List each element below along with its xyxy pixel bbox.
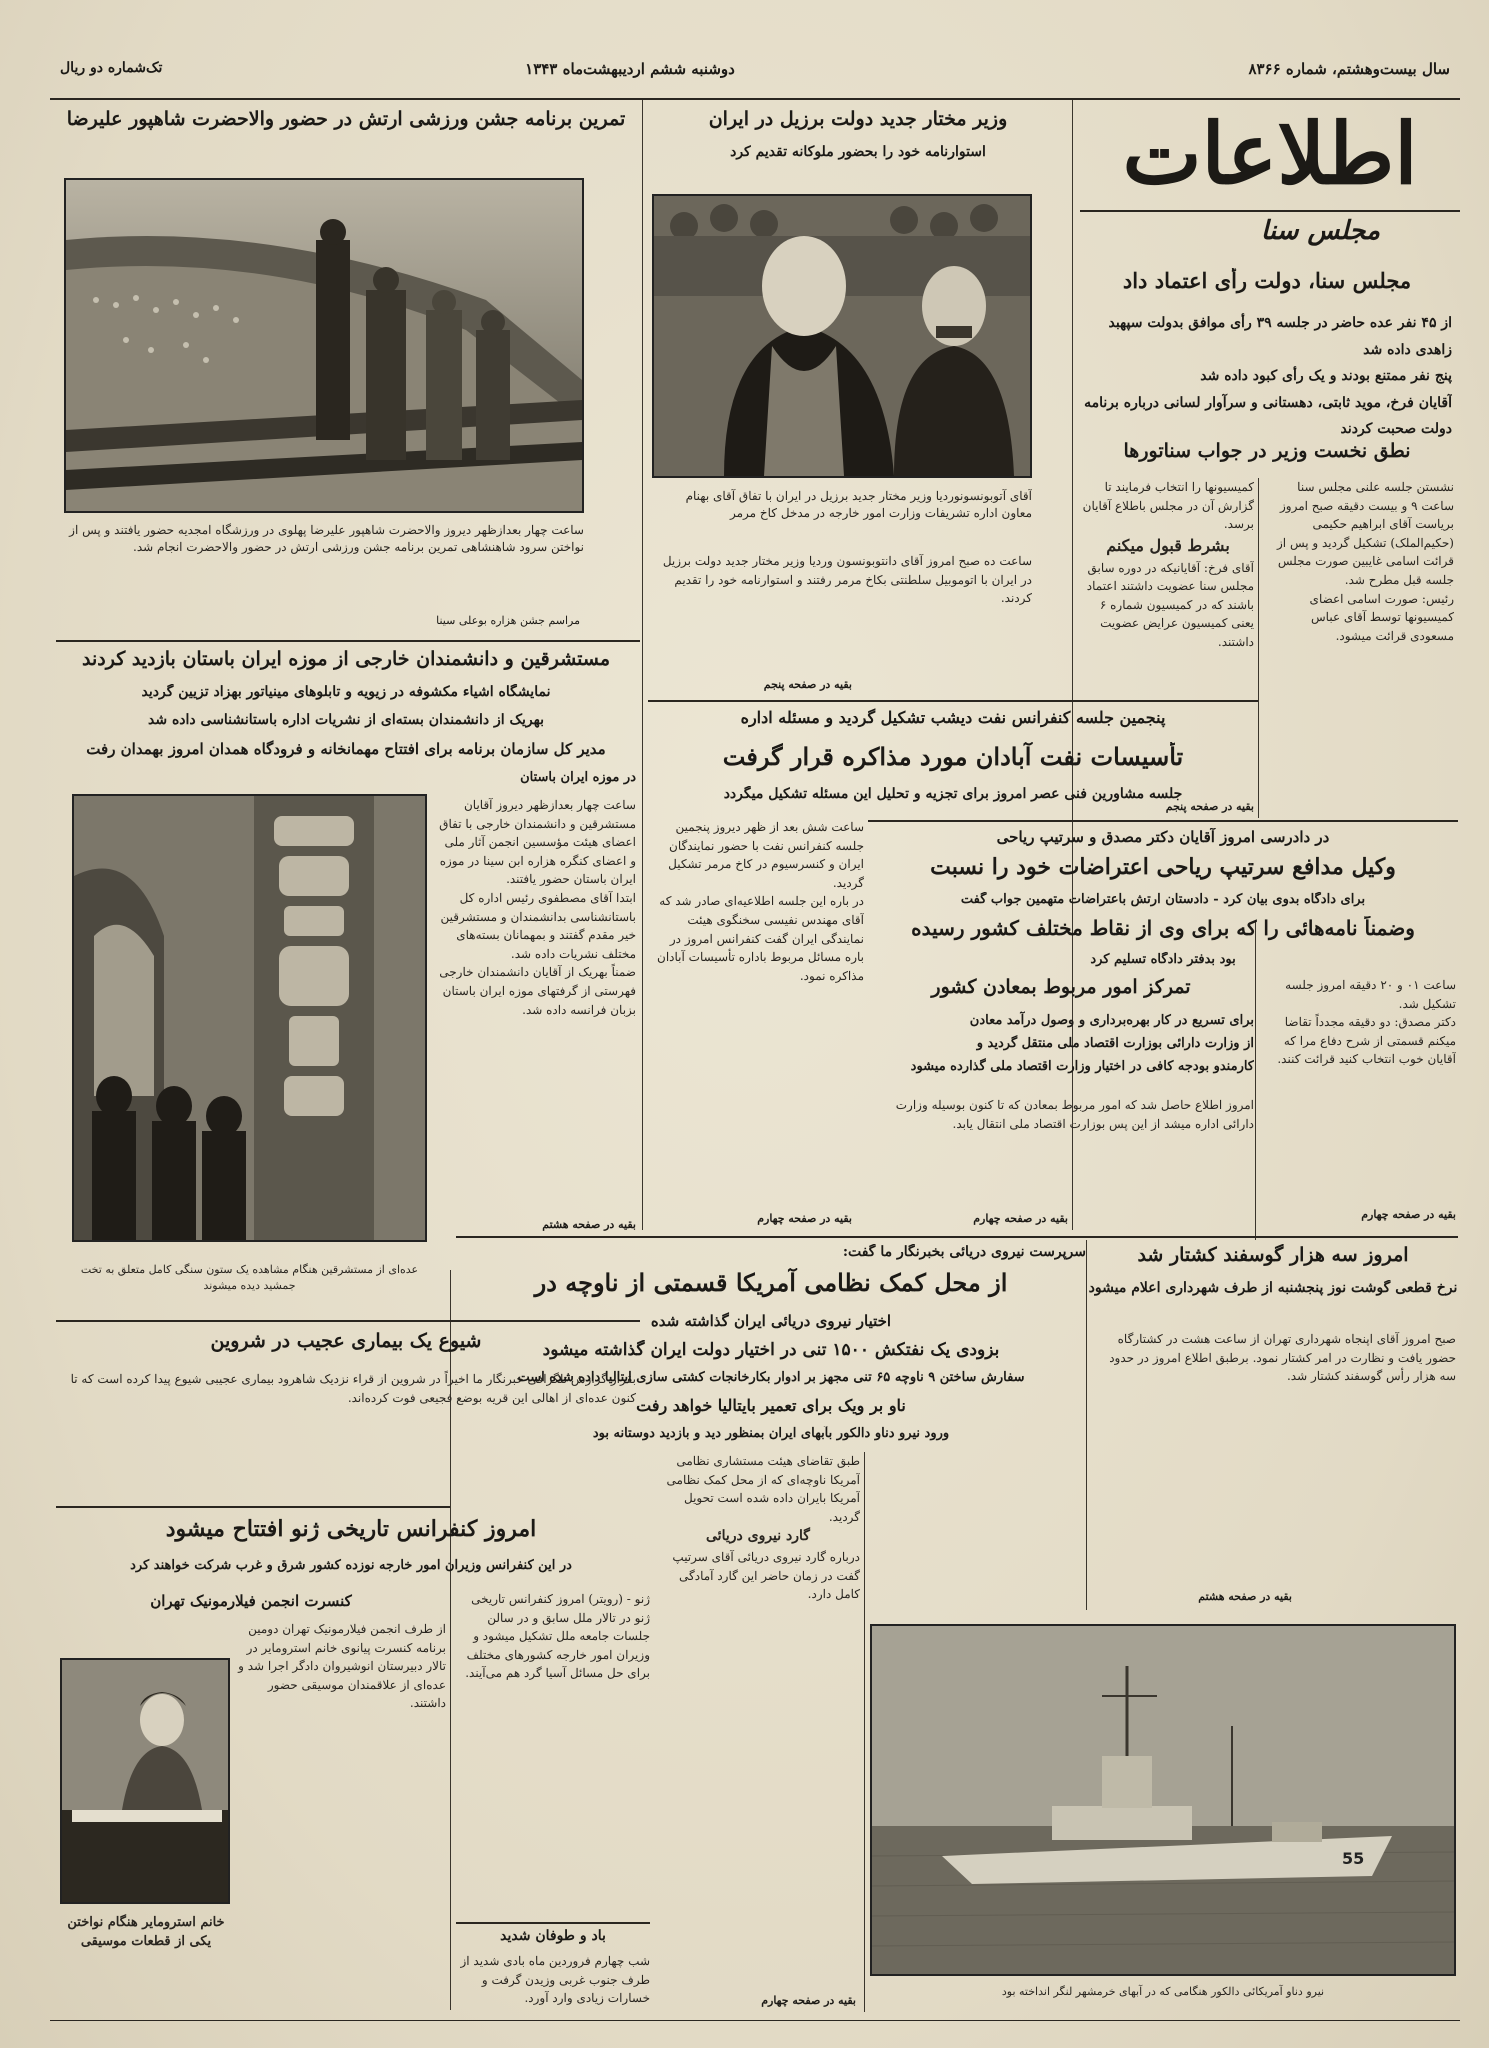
senate-paragraph: رئیس: صورت اسامی اعضای کمیسیونها توسط آقای عباس مسعودی قرائت میشود. [1309,591,1454,643]
brazil-headline: وزیر مختار جدید دولت برزیل در ایران [708,108,1008,130]
navy-paragraph: درباره گارد نیروی دریائی آقای سرتیپ گفت در زمان حاضر این گارد آمادگی کامل دارد. [672,1550,860,1602]
senate-kicker: مجلس سنا [1260,216,1380,246]
senate-sub-line: آقایان فرخ، موید ثابتی، دهستانی و سرآوار لسانی درباره برنامه دولت صحبت کردند [1084,394,1452,438]
geneva-headline: امروز کنفرانس تاریخی ژنو افتتاح میشود [165,1516,537,1542]
envoy-photo-image [654,196,1030,476]
concert-headline: کنسرت انجمن فیلارمونیک تهران [150,1592,352,1610]
pianist-photo [60,1658,230,1904]
trial-body [1262,976,1456,1216]
trial-continued: بقیه در صفحه چهارم [1361,1208,1456,1221]
bottom-rule [50,2020,1460,2021]
brazil-continued: بقیه در صفحه پنجم [763,678,852,691]
navy-sub5: ورود نیرو دناو دالکور بآبهای ایران بمنظور دید و بازدید دوستانه بود [592,1426,950,1441]
mines-sub-line: برای تسریع در کار بهره‌برداری و وصول درآمد معادن [969,1013,1254,1028]
mines-sub-line: کارمندو بودجه کافی در اختیار وزارت اقتصاد ملی گذارده میشود [910,1058,1254,1074]
oil-kicker: پنجمین جلسه کنفرانس نفت دیشب تشکیل گردید و مسئله اداره [740,708,1166,727]
sheep-continued: بقیه در صفحه هشتم [1198,1590,1292,1603]
museum-sub3: مدیر کل سازمان برنامه برای افتتاح مهمانخانه و فرودگاه همدان امروز بهمدان رفت [86,740,606,758]
navy-body-col1 [656,1452,860,2012]
museum-paragraph: ضمناً بهریک از آقایان دانشمندان خارجی فهرستی از گرفتهای موزه ایران باستان بزبان فرانسه داده شد. [439,965,636,1017]
section-rule [868,820,1458,822]
section-rule [456,1922,650,1924]
pianist-photo-caption: خانم استرومایر هنگام نواختن یکی از قطعات موسیقی [67,1915,225,1949]
navy-sub3: سفارش ساختن ۹ ناوچه ۶۵ تنی مجهز بر ادوار بکارخانجات کشتی سازی ایتالیا داده شده است [517,1370,1025,1385]
brazil-subheadline: استوارنامه خود را بحضور ملوکانه تقدیم کرد [730,144,986,160]
masthead-rule [1080,210,1460,212]
sheep-headline: امروز سه هزار گوسفند کشتار شد [1137,1244,1409,1266]
gymnastics-headline: تمرین برنامه جشن ورزشی ارتش در حضور والاحضرت شاهپور علیرضا [66,108,626,130]
museum-sub2: بهریک از دانشمندان بسته‌ای از نشریات اداره باستانشناسی داده شد [148,712,544,728]
envoy-photo [652,194,1032,478]
museum-headline: مستشرقین و دانشمندان خارجی از موزه ایران باستان بازدید کردند [81,648,611,670]
column-divider [1258,478,1259,818]
mines-body: امروز اطلاع حاصل شد که امور مربوط بمعادن که تا کنون بوسیله وزارت دارائی اداره میشد از این پس بوزارت اقتصاد ملی انتقال یابد. [895,1098,1254,1131]
museum-paragraph: ساعت چهار بعدازظهر دیروز آقایان مستشرقین و دانشمندان خارجی با تفاق اعضای هیئت مؤسسین انجمن آثار ملی و اعضای کنگره هزاره ابن سینا در موزه ایران باستان حضور یافتند. [439,798,636,887]
trial-subheadline: برای دادگاه بدوی بیان کرد - دادستان ارتش باعتراضات متهمین جواب گفت [960,892,1366,907]
ship-photo-caption: نیرو دناو آمریکائی دالکور هنگامی که در آبهای خرمشهر لنگر انداخته بود [1001,1985,1325,1998]
top-rule [50,98,1460,100]
senate-subheads [1082,310,1452,440]
column-divider [642,100,643,1230]
museum-body [436,796,636,1236]
concert-body: از طرف انجمن فیلارمونیک تهران دومین برنامه کنسرت پیانوی خانم استرومایر در تالار دبیرستان انوشیروان دادگر اجرا شد و عده‌ای از علاقمندان موسیقی حضور داشتند. [238,1622,446,1711]
oil-body [652,818,864,1228]
ship-photo-image [872,1626,1454,1974]
trial-kicker: در دادرسی امروز آقایان دکتر مصدق و سرتیپ ریاحی [996,828,1330,846]
column-divider [864,1452,865,2012]
senate-continued: بقیه در صفحه پنجم [1165,800,1254,813]
stadium-photo-image [66,180,582,511]
oil-headline: تأسیسات نفت آبادان مورد مذاکره قرار گرفت [722,742,1184,771]
trial-paragraph: دکتر مصدق: دو دقیقه مجدداً تقاضا میکنم قسمتی از شرح دفاع مرا که آقایان خوب انتخاب کنید قرائت کنند. [1277,1015,1456,1067]
senate-body-right [1264,478,1454,818]
navy-sub4: ناو بر ویک برای تعمیر بایتالیا خواهد رفت [636,1396,906,1415]
newspaper-title: اطلاعات [1122,104,1418,203]
section-rule [56,1506,450,1508]
column-divider [1086,1240,1087,1610]
senate-sub-line: از ۴۵ نفر عده حاضر در جلسه ۳۹ رأی موافق بدولت سپهبد زاهدی داده شد [1108,315,1452,358]
sheep-body: صبح امروز آقای اپنجاه شهرداری تهران از ساعت هشت در کشتارگاه حضور یافت و نظارت در امر کشتار نمود. برطبق اطلاع امروز در حدود سه هزار رأس گوسفند کشتار شد. [1109,1332,1456,1384]
issue-number: سال بیست‌وهشتم، شماره ۸۳۶۶ [1248,60,1450,78]
storm-body: شب چهارم فروردین ماه بادی شدید از طرف جنوب غربی وزیدن گرفت و خسارات زیادی وارد آورد. [460,1954,650,2006]
column-photo-image [74,796,425,1240]
trial-subheadline-2: بود بدفتر دادگاه تسلیم کرد [1090,952,1236,967]
column-photo [72,794,427,1242]
senate-headline: مجلس سنا، دولت رأی اعتماد داد [1122,268,1412,293]
section-rule [56,640,640,642]
trial-headline-2: وضمناً نامه‌هائی را که برای وی از نقاط مختلف کشور رسیده [911,916,1415,940]
senate-sub-line: پنج نفر ممتنع بودند و یک رأی کبود داده شد [1200,368,1452,385]
trial-headline: وکیل مدافع سرتیپ ریاحی اعتراضات خود را نسبت [930,854,1396,880]
section-rule [648,700,1258,702]
museum-section: در موزه ایران باستان [520,770,636,785]
oil-continued: بقیه در صفحه چهارم [757,1212,852,1225]
senate-paragraph: آقای فرخ: آقایانیکه در دوره سابق مجلس سنا عضویت داشتند اعتماد باشند که در کمیسیون شماره ۶ یعنی کمیسیون عرایض عضویت داشتند. [1086,560,1254,649]
museum-continued: بقیه در صفحه هشتم [542,1218,636,1231]
trial-paragraph: ساعت ۰۱ و ۲۰ دقیقه امروز جلسه تشکیل شد. [1285,978,1456,1011]
mines-subheads [868,1010,1254,1090]
column-photo-caption: عده‌ای از مستشرقین هنگام مشاهده یک ستون سنگی کامل متعلق به تخت جمشید دیده میشوند [80,1263,419,1292]
mines-continued: بقیه در صفحه چهارم [973,1212,1068,1225]
issue-date: دوشنبه ششم اردیبهشت‌ماه ۱۳۴۳ [525,60,735,78]
envoy-caption: آقای آتوبونسونوردیا وزیر مختار جدید برزیل در ایران با تفاق آقای بهنام معاون اداره تشریفات وزارت امور خارجه در مدخل کاخ مرمر [685,489,1032,521]
senate-paragraph: کمیسیونها را انتخاب فرمایند تا گزارش آن در مجلس باطلاع آقایان برسد. [1082,480,1254,532]
disease-headline: شیوع یک بیماری عجیب در شروین [210,1330,482,1352]
ship-photo [870,1624,1456,1976]
navy-sub2: بزودی یک نفتکش ۱۵۰۰ تنی در اختیار دولت ایران گذاشته میشود [542,1340,1000,1360]
sheep-subheadline: نرخ قطعی گوشت نوز پنجشنبه از طرف شهرداری اعلام میشود [1088,1280,1458,1296]
storm-headline: باد و طوفان شدید [500,1928,606,1944]
stadium-photo [64,178,584,513]
museum-paragraph: ابتدا آقای مصطفوی رئیس اداره کل باستانشناسی بدانشمندان و مستشرقین خیر مقدم گفتند و بمهمانان بسته‌های مختلف نشریات داده شد. [440,890,636,961]
gymnastics-photo-caption: مراسم جشن هزاره بوعلی سینا [436,614,580,627]
senate-inline-head: بشرط قبول میکنم [1106,535,1230,555]
mines-sub-line: از وزارت دارائی بوزارت اقتصاد ملی منتقل گردید و [976,1035,1254,1051]
ship-hull-number: 55 [1342,1849,1365,1868]
oil-subheadline: جلسه مشاورین فنی عصر امروز برای تجزیه و تحلیل این مسئله تشکیل میگردد [723,786,1183,802]
navy-paragraph: طبق تقاضای هیئت مستشاری نظامی آمریکا ناوچه‌ای که از محل کمک نظامی آمریکا بایران داده شده است تحویل گردید. [666,1454,860,1524]
geneva-body: ژنو - (رویتر) امروز کنفرانس تاریخی ژنو در تالار ملل سابق و در سالن جلسات جامعه ملل تشکیل میشود و وزیران امور خارجه کشورهای مختلف برای حل مسائل آسیا گرد هم می‌آیند. [465,1592,650,1681]
oil-paragraph: در باره این جلسه اطلاعیه‌ای صادر شد که آقای مهندس نفیسی سخنگوی هیئت نمایندگی ایران گفت کنفرانس امروز در باره مسائل مربوط باداره تأسیسات آبادان مذاکره نمود. [657,894,864,983]
oil-paragraph: ساعت شش بعد از ظهر دیروز پنجمین جلسه کنفرانس نفت با حضور نمایندگان ایران و کنسرسیوم در کاخ مرمر تشکیل گردید. [668,820,864,890]
senate-speech-headline: نطق نخست وزیر در جواب سناتورها [1123,440,1411,462]
disease-body: بقرار گزارش تلگرافی خبرنگار ما اخیراً در شروین از قراء نزدیک شاهرود بیماری عجیبی شیوع پیدا کرده است که تا کنون عده‌ای از اهالی این قریه بوضع فجیعی فوت کرده‌اند. [70,1372,636,1405]
brazil-body: ساعت ده صبح امروز آقای دانتوبونسون وردیا وزیر مختار جدید دولت برزیل در ایران با اتوموبیل سلطنتی بکاخ مرمر رفتند و استوارنامه خود را تقدیم کردند. [662,554,1032,606]
navy-inline-head: گارد نیروی دریائی [706,1528,810,1545]
navy-continued: بقیه در صفحه چهارم [761,1994,856,2007]
issue-price: تک‌شماره دو ریال [60,60,163,76]
pianist-photo-image [62,1660,228,1902]
mines-headline: تمرکز امور مربوط بمعادن کشور [931,976,1191,998]
geneva-subheadline: در این کنفرانس وزیران امور خارجه نوزده کشور شرق و غرب شرکت خواهند کرد [130,1558,572,1573]
gymnastics-caption: ساعت چهار بعدازظهر دیروز والاحضرت شاهپور علیرضا پهلوی در ورزشگاه امجدیه حضور یافتند و پس از نواختن سرود شاهنشاهی تمرین برنامه جشن ورزشی ارتش در حضور والاحضرت انجام شد. [69,523,584,555]
senate-paragraph: نشستن جلسه علنی مجلس سنا ساعت ۹ و بیست دقیقه صبح امروز بریاست آقای ابراهیم حکیمی (حکیم‌الملک) تشکیل گردید و پس از قرائت اسامی غایبین صورت مجلس جلسه قبل مطرح شد. [1277,480,1454,587]
museum-sub1: نمایشگاه اشیاء مکشوفه در زیویه و تابلوهای مینیاتور بهزاد تزیین گردید [141,684,551,700]
section-rule [456,1236,1458,1238]
navy-sub1: اختیار نیروی دریائی ایران گذاشته شده [650,1312,892,1330]
navy-headline: از محل کمک نظامی آمریکا قسمتی از ناوچه در [534,1268,1008,1297]
navy-kicker: سرپرست نیروی دریائی بخبرنگار ما گفت: [842,1244,1086,1260]
